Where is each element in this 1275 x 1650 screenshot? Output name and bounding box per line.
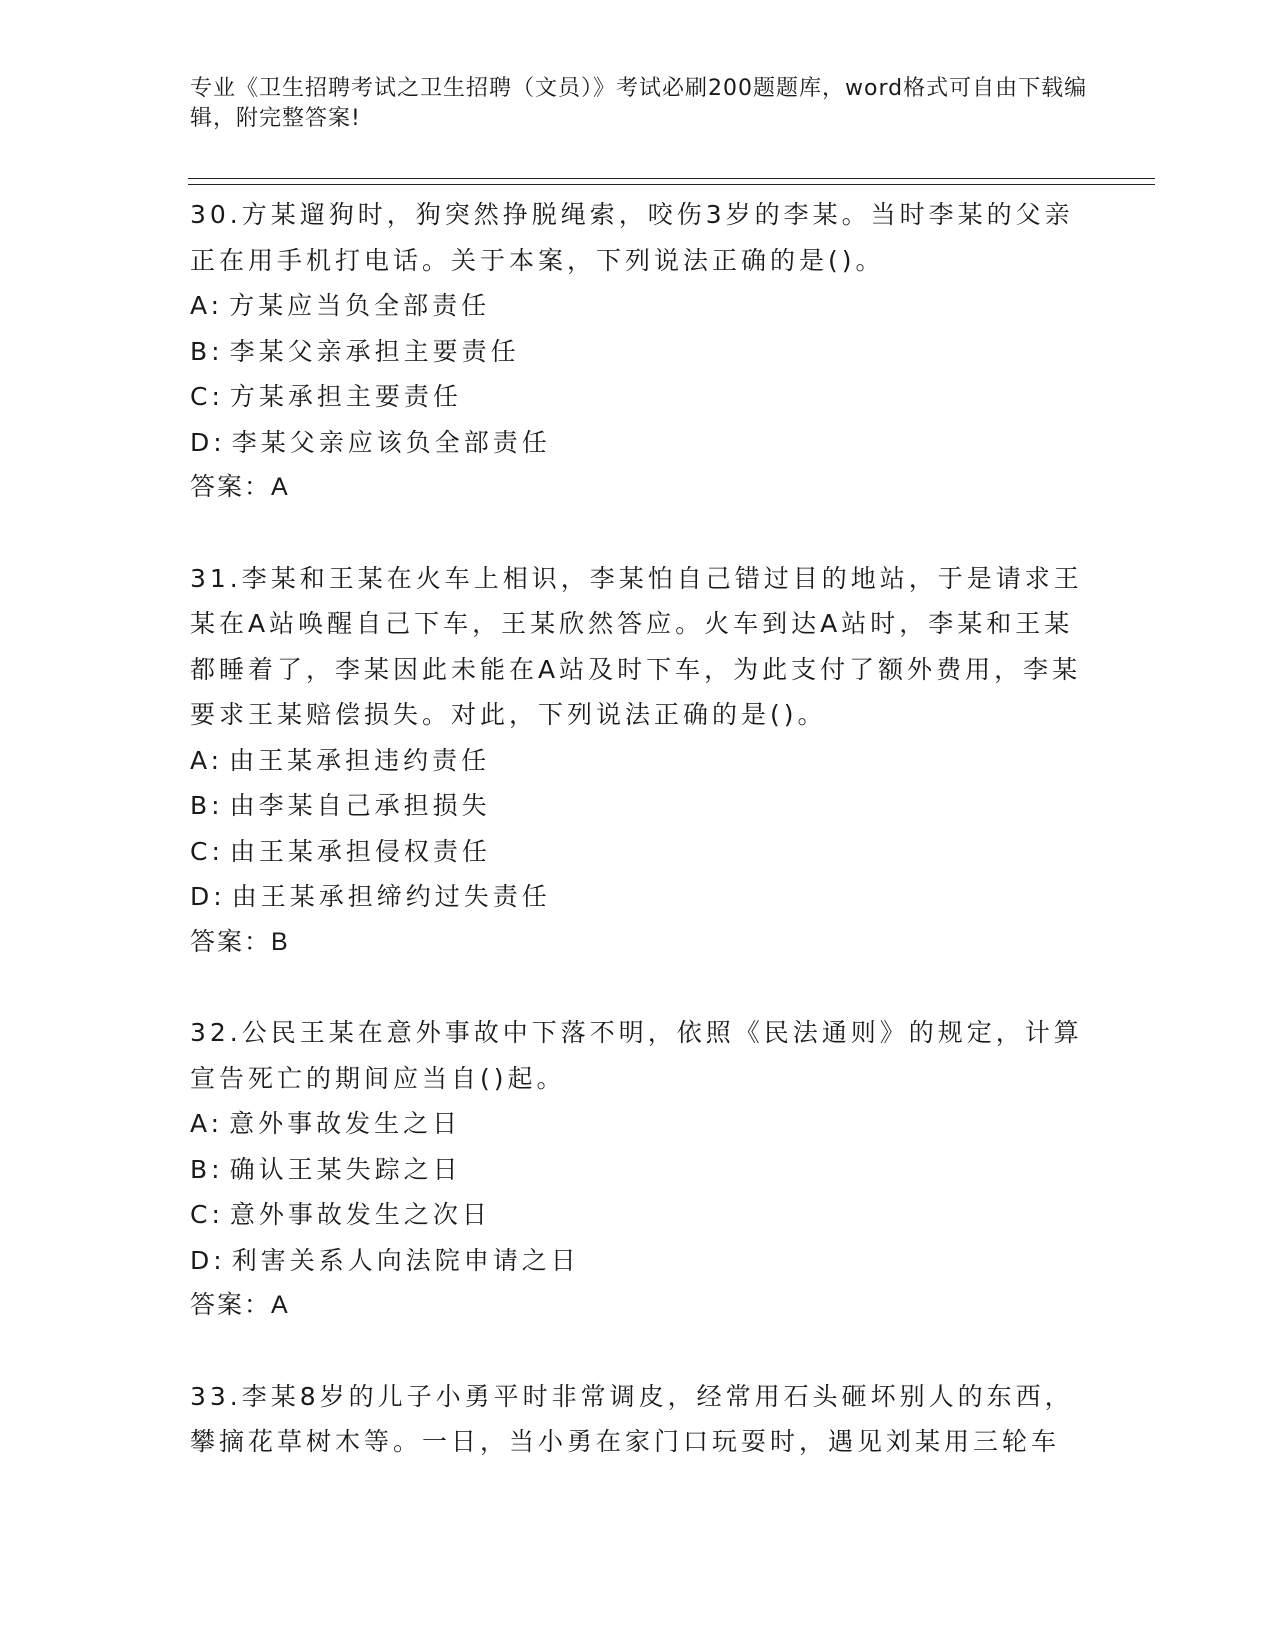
question-30 [190,192,1090,511]
option-text: 由王某承担违约责任 [229,745,491,775]
document-header: 专业《卫生招聘考试之卫生招聘（文员）》考试必刷200题题库，word格式可自由下载编辑，附完整答案! [190,76,1088,131]
answer-line: 答案：B [190,927,290,956]
option-c [190,374,1090,420]
option-d [190,420,1090,466]
option-letter: B: [190,336,224,366]
option-text: 李某父亲应该负全部责任 [231,427,551,457]
option-b [190,783,1090,829]
option-text: 确认王某失踪之日 [229,1154,462,1184]
option-letter: A: [190,745,224,775]
option-text: 意外事故发生之日 [229,1109,462,1138]
option-letter: D: [190,427,226,457]
question-spacer [190,511,1090,556]
question-spacer [190,1329,1090,1374]
option-letter: C: [190,382,224,411]
option-a [190,1101,1090,1147]
option-b [190,1147,1090,1193]
option-c [190,829,1090,875]
option-letter: A: [190,291,224,320]
question-stem: 31.李某和王某在火车上相识，李某怕自己错过目的地站，于是请求王某在A站唤醒自己下车，王某欣然答应。火车到达A站时，李某和王某都睡着了，李某因此未能在A站及时下车，为此支付了额外费用，李某要求王某赔偿损失。对此，下列说法正确的是()。 [190,563,1083,729]
option-text: 李某父亲承担主要责任 [229,336,520,366]
question-list [190,192,1090,1465]
question-32 [190,1010,1090,1329]
option-text: 方某应当负全部责任 [229,291,491,320]
option-a [190,283,1090,329]
option-letter: A: [190,1109,224,1138]
option-letter: C: [190,836,224,866]
option-d [190,1238,1090,1284]
question-31 [190,556,1090,966]
option-b [190,329,1090,375]
option-text: 由李某自己承担损失 [229,791,491,820]
option-c [190,1192,1090,1238]
header-rule-top [188,178,1155,179]
option-letter: D: [190,1245,226,1275]
question-spacer [190,965,1090,1010]
option-text: 方某承担主要责任 [229,382,462,411]
question-stem: 33.李某8岁的儿子小勇平时非常调皮，经常用石头砸坏别人的东西，攀摘花草树木等。一日，当小勇在家门口玩耍时，遇见刘某用三轮车 [190,1381,1074,1456]
option-d [190,874,1090,920]
option-a [190,738,1090,784]
question-stem: 32.公民王某在意外事故中下落不明，依照《民法通则》的规定，计算宣告死亡的期间应当自()起。 [190,1018,1083,1093]
option-text: 利害关系人向法院申请之日 [231,1245,580,1275]
option-letter: B: [190,1154,224,1184]
option-letter: D: [190,882,226,911]
question-stem: 30.方某遛狗时，狗突然挣脱绳索，咬伤3岁的李某。当时李某的父亲正在用手机打电话。关于本案，下列说法正确的是()。 [190,200,1074,275]
option-letter: C: [190,1200,224,1229]
answer-line: 答案：A [190,473,290,501]
question-33 [190,1374,1090,1465]
option-text: 由王某承担侵权责任 [229,836,491,866]
option-text: 由王某承担缔约过失责任 [231,882,551,911]
option-letter: B: [190,791,224,820]
answer-line: 答案：A [190,1291,290,1319]
header-rule-bottom [188,184,1155,185]
option-text: 意外事故发生之次日 [229,1200,491,1229]
